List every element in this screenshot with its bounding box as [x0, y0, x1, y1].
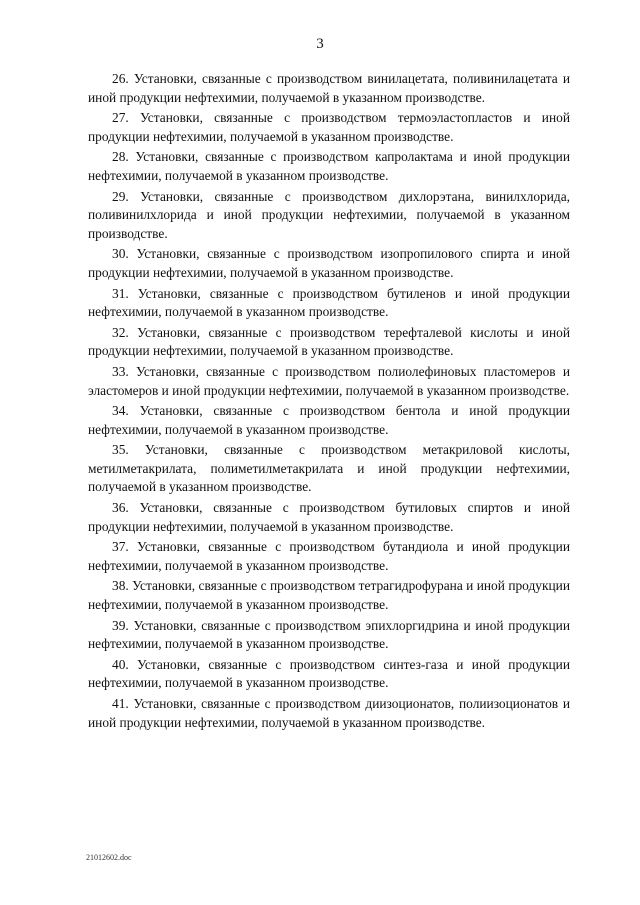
list-item: 32. Установки, связанные с производством терефталевой кислоты и иной продукции нефтехимии, получаемой в указанном производстве.: [88, 324, 570, 359]
list-item: 28. Установки, связанные с производством капролактама и иной продукции нефтехимии, получаемой в указанном производстве.: [88, 149, 570, 183]
list-item: 38. Установки, связанные с производством тетрагидрофурана и иной продукции нефтехимии, получаемой в указанном производстве.: [88, 578, 570, 613]
list-item: 34. Установки, связанные с производством бентола и иной продукции нефтехимии, получаемой в указанном производстве.: [88, 403, 570, 437]
list-item: 30. Установки, связанные с производством изопропилового спирта и иной продукции нефтехимии, получаемой в указанном производстве.: [88, 246, 570, 280]
list-item: 31. Установки, связанные с производством бутиленов и иной продукции нефтехимии, получаемой в указанном производстве.: [88, 285, 570, 320]
document-file-code: 21012602.doc: [86, 853, 132, 862]
list-item: 27. Установки, связанные с производством термоэластопластов и иной продукции нефтехимии, получаемой в указанном производстве.: [88, 110, 570, 144]
list-item: 41. Установки, связанные с производством диизоционатов, полиизоционатов и иной продукции нефтехимии, получаемой в указанном производстве.: [88, 696, 570, 730]
list-item: 26. Установки, связанные с производством винилацетата, поливинилацетата и иной продукции нефтехимии, получаемой в указанном производстве.: [88, 71, 570, 105]
list-item: 33. Установки, связанные с производством полиолефиновых пластомеров и эластомеров и иной продукции нефтехимии, получаемой в указанном производстве.: [88, 363, 570, 398]
list-item: 40. Установки, связанные с производством синтез-газа и иной продукции нефтехимии, получаемой в указанном производстве.: [88, 656, 570, 691]
list-item: 29. Установки, связанные с производством дихлорэтана, винилхлорида, поливинилхлорида и иной продукции нефтехимии, получаемой в указанном производстве.: [88, 188, 570, 241]
list-item: 36. Установки, связанные с производством бутиловых спиртов и иной продукции нефтехимии, получаемой в указанном производстве.: [88, 500, 570, 534]
document-body: [88, 70, 570, 734]
page-number: 3: [316, 36, 324, 52]
list-item: 35. Установки, связанные с производством метакриловой кислоты, метилметакрилата, полиметилметакрилата и иной продукции нефтехимии, получаемой в указанном производстве.: [88, 442, 570, 495]
list-item: 39. Установки, связанные с производством эпихлоргидрина и иной продукции нефтехимии, получаемой в указанном производстве.: [88, 617, 570, 652]
list-item: 37. Установки, связанные с производством бутандиола и иной продукции нефтехимии, получаемой в указанном производстве.: [88, 539, 570, 573]
